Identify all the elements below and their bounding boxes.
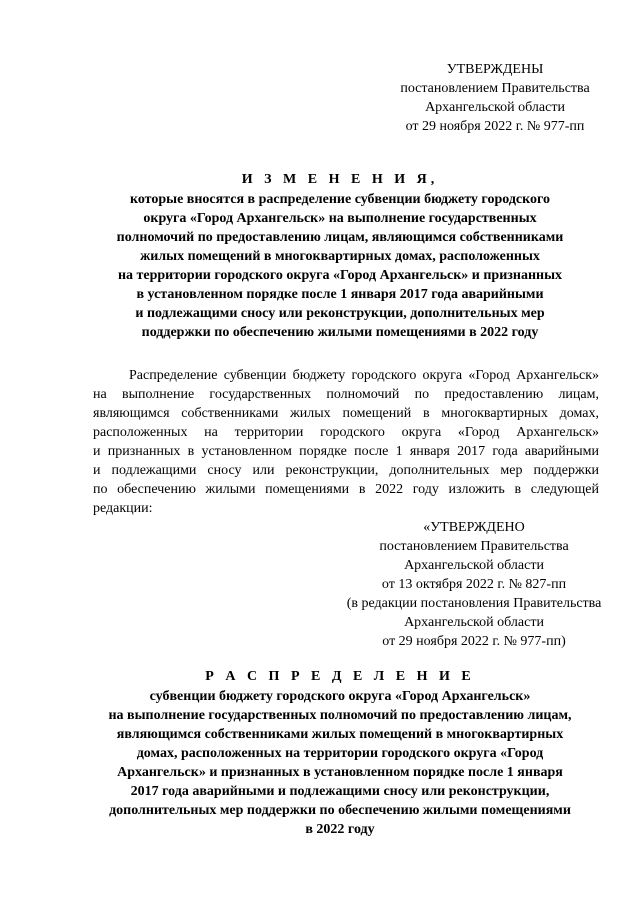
approval2-line: «УТВЕРЖДЕНО <box>423 520 525 535</box>
changes-heading: И З М Е Н Е Н И Я, <box>241 172 439 187</box>
approval2-line: Архангельской области <box>404 558 544 573</box>
title-line: округа «Город Архангельск» на выполнение государственных <box>143 211 537 226</box>
changes-title <box>80 170 600 342</box>
approval-block <box>392 60 598 136</box>
title-line: в установленном порядке после 1 января 2017 года аварийными <box>136 287 544 302</box>
title2-line: являющимся собственниками жилых помещений в многоквартирных <box>116 727 564 742</box>
title-line: полномочий по предоставлению лицам, являющимся собственниками <box>116 230 564 245</box>
title2-line: Архангельск» и признанных в установленном порядке после 1 января <box>117 765 563 780</box>
paragraph-line: и подлежащими сносу или реконструкции, дополнительных мер поддержки <box>93 463 599 478</box>
title-line: поддержки по обеспечению жилыми помещениями в 2022 году <box>141 325 539 340</box>
title2-line: на выполнение государственных полномочий по предоставлению лицам, <box>108 708 572 723</box>
title-line: на территории городского округа «Город Архангельск» и признанных <box>117 268 563 283</box>
approval2-line: Архангельской области <box>404 615 544 630</box>
approval-line: постановлением Правительства <box>400 81 590 96</box>
paragraph-line: Распределение субвенции бюджету городского округа «Город Архангельск» <box>129 368 599 383</box>
approval-line: от 29 ноября 2022 г. № 977-пп <box>405 119 585 134</box>
approval2-line: постановлением Правительства <box>379 539 569 554</box>
approval-block-2 <box>345 518 603 651</box>
title2-line: в 2022 году <box>305 822 375 837</box>
paragraph-line: являющимся собственниками жилых помещений в многоквартирных домах, <box>93 406 599 421</box>
distribution-title <box>80 667 600 839</box>
paragraph-line: редакции: <box>93 501 153 516</box>
approval-line: УТВЕРЖДЕНЫ <box>446 62 544 77</box>
title2-line: субвенции бюджету городского округа «Город Архангельск» <box>149 689 531 704</box>
distribution-heading: Р А С П Р Е Д Е Л Е Н И Е <box>205 669 475 684</box>
body-paragraph <box>93 366 599 518</box>
approval-line: Архангельской области <box>425 100 565 115</box>
approval2-line: от 13 октября 2022 г. № 827-пп <box>381 577 567 592</box>
paragraph-line: и признанных в установленном порядке после 1 января 2017 года аварийными <box>93 444 599 459</box>
approval2-line: от 29 ноября 2022 г. № 977-пп) <box>382 634 566 649</box>
title-line: которые вносятся в распределение субвенции бюджету городского <box>129 192 551 207</box>
title-line: и подлежащими сносу или реконструкции, дополнительных мер <box>135 306 545 321</box>
title2-line: домах, расположенных на территории городского округа «Город <box>136 746 544 761</box>
paragraph-line: расположенных на территории городского округа «Город Архангельск» <box>93 425 599 440</box>
title-line: жилых помещений в многоквартирных домах, расположенных <box>140 249 540 264</box>
approval2-line: (в редакции постановления Правительства <box>346 596 602 611</box>
paragraph-line: на выполнение государственных полномочий по предоставлению лицам, <box>93 387 599 402</box>
title2-line: дополнительных мер поддержки по обеспечению жилыми помещениями <box>109 803 571 818</box>
paragraph-line: по обеспечению жилыми помещениями в 2022 году изложить в следующей <box>93 482 599 497</box>
title2-line: 2017 года аварийными и подлежащими сносу или реконструкции, <box>130 784 550 799</box>
